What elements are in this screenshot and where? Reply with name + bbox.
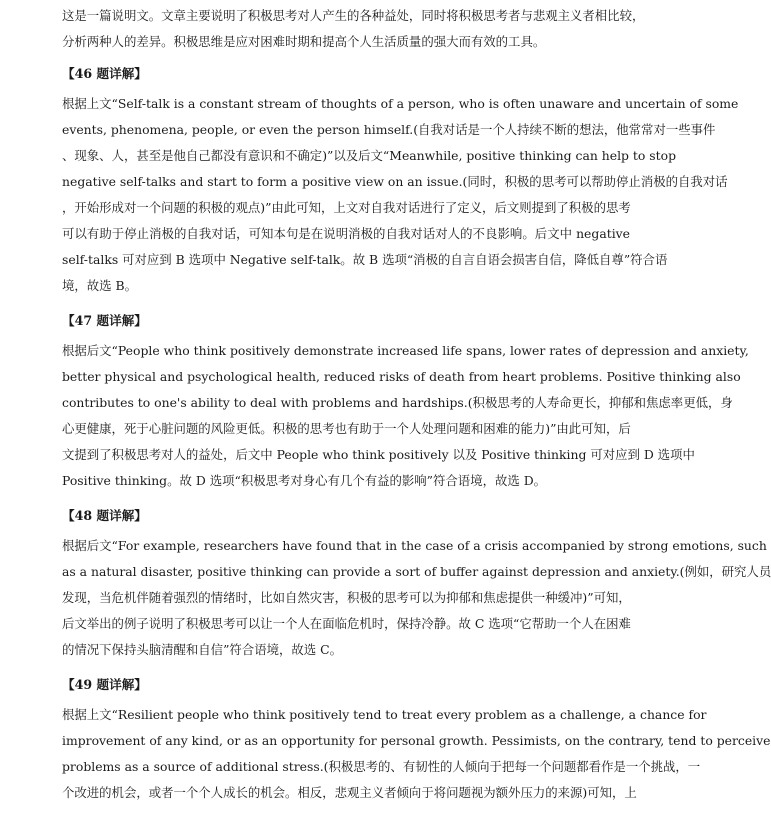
- paragraph-line: 文提到了积极思考对人的益处，后文中 People who think positively 以及 Positive thinking 可对应到 D 选项中: [62, 447, 695, 462]
- paragraph-line: contributes to one's ability to deal with problems and hardships.(积极思考的人寿命更长，抑郁和焦虑率更低，身: [62, 395, 733, 410]
- paragraph-line: negative self-talks and start to form a positive view on an issue.(同时，积极的思考可以帮助停止消极的自我对话: [62, 174, 728, 189]
- paragraph-line: 、现象、人，甚至是他自己都没有意识和不确定)”以及后文“Meanwhile, positive thinking can help to stop: [62, 148, 677, 163]
- paragraph-line: 的情况下保持头脑清醒和自信”符合语境，故选 C。: [62, 642, 342, 657]
- paragraph-line: Positive thinking。故 D 选项“积极思考对身心有几个有益的影响”符合语境，故选 D。: [62, 473, 547, 488]
- paragraph-line: 后文举出的例子说明了积极思考可以让一个人在面临危机时，保持冷静。故 C 选项“它帮助一个人在困难: [62, 616, 631, 631]
- paragraph-line: 根据上文“Resilient people who think positively tend to treat every problem as a challenge, a chance for: [62, 707, 707, 722]
- paragraph-line: problems as a source of additional stress.(积极思考的、有韧性的人倾向于把每一个问题都看作是一个挑战，一: [62, 759, 701, 774]
- paragraph-line: events, phenomena, people, or even the person himself.(自我对话是一个人持续不断的想法，他常常对一些事件: [62, 122, 716, 137]
- paragraph-line: 境，故选 B。: [62, 278, 137, 293]
- paragraph-line: 可以有助于停止消极的自我对话，可知本句是在说明消极的自我对话对人的不良影响。后文中 negative: [62, 226, 630, 241]
- intro-line: 分析两种人的差异。积极思维是应对困难时期和提高个人生活质量的强大而有效的工具。: [62, 34, 546, 49]
- paragraph-line: better physical and psychological health, reduced risks of death from heart problems. Positive thinking also: [62, 369, 741, 384]
- paragraph-line: 根据上文“Self-talk is a constant stream of thoughts of a person, who is often unaware and uncertain of some: [62, 96, 739, 111]
- paragraph-line: 根据后文“People who think positively demonstrate increased life spans, lower rates of depression and anxiety,: [62, 343, 749, 358]
- paragraph-line: 发现，当危机伴随着强烈的情绪时，比如自然灾害，积极的思考可以为抑郁和焦虑提供一种缓冲)”可知，: [62, 590, 631, 605]
- section-heading-49: 【49 题详解】: [62, 677, 147, 692]
- paragraph-line: 根据后文“For example, researchers have found that in the case of a crisis accompanied by strong emotions, such: [62, 538, 767, 553]
- paragraph-line: as a natural disaster, positive thinking can provide a sort of buffer against depression and anxiety.(例如，研究人员: [62, 564, 771, 579]
- section-heading-48: 【48 题详解】: [62, 508, 147, 523]
- section-heading-46: 【46 题详解】: [62, 66, 147, 81]
- intro-line: 这是一篇说明文。文章主要说明了积极思考对人产生的各种益处，同时将积极思考者与悲观主义者相比较，: [62, 8, 645, 23]
- paragraph-line: ，开始形成对一个问题的积极的观点)”由此可知，上文对自我对话进行了定义，后文则提到了积极的思考: [62, 200, 631, 215]
- section-heading-47: 【47 题详解】: [62, 313, 147, 328]
- paragraph-line: self-talks 可对应到 B 选项中 Negative self-talk。故 B 选项“消极的自言自语会损害自信，降低自尊”符合语: [62, 252, 668, 267]
- paragraph-line: improvement of any kind, or as an opportunity for personal growth. Pessimists, on the contrary, tend to perceive: [62, 733, 771, 748]
- paragraph-line: 个改进的机会，或者一个个人成长的机会。相反，悲观主义者倾向于将问题视为额外压力的来源)可知，上: [62, 785, 637, 800]
- paragraph-line: 心更健康，死于心脏问题的风险更低。积极的思考也有助于一个人处理问题和困难的能力)”由此可知，后: [62, 421, 631, 436]
